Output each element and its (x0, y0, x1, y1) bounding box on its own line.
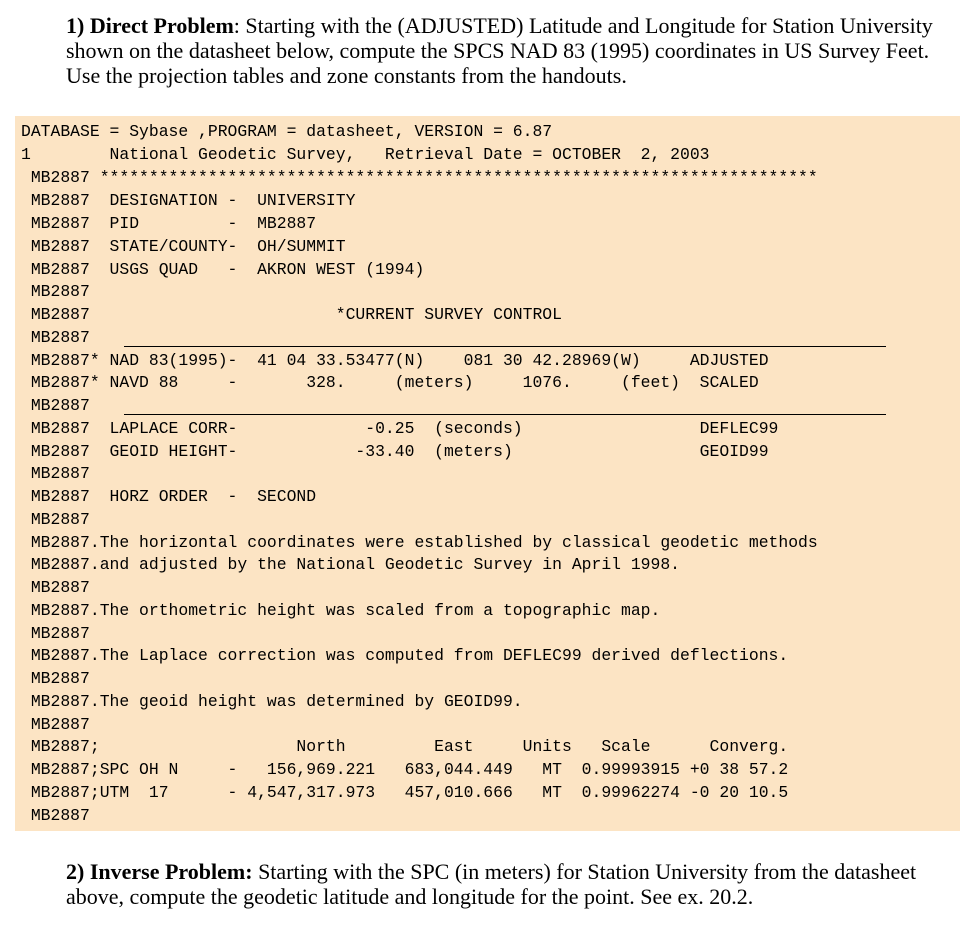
datasheet-line: MB2887;UTM 17 - 4,547,317.973 457,010.666 MT 0.99962274 -0 20 10.5 (21, 783, 789, 802)
separator-line (124, 414, 886, 415)
datasheet-line: MB2887;SPC OH N - 156,969.221 683,044.449 MT 0.99993915 +0 38 57.2 (21, 760, 789, 779)
datasheet-line: MB2887* NAD 83(1995)- 41 04 33.53477(N) 081 30 42.28969(W) ADJUSTED (21, 351, 769, 370)
datasheet-line: MB2887 STATE/COUNTY- OH/SUMMIT (21, 237, 346, 256)
datasheet-line: MB2887 PID - MB2887 (21, 214, 317, 233)
problem-2-text (66, 859, 946, 909)
datasheet-line: MB2887 DESIGNATION - UNIVERSITY (21, 191, 356, 210)
datasheet-line: MB2887 GEOID HEIGHT- -33.40 (meters) GEOID99 (21, 442, 769, 461)
datasheet-line: MB2887 (21, 396, 90, 415)
datasheet-line: MB2887.The orthometric height was scaled from a topographic map. (21, 601, 661, 620)
datasheet-line: MB2887 (21, 624, 90, 643)
datasheet-line: 1 National Geodetic Survey, Retrieval Date = OCTOBER 2, 2003 (21, 145, 710, 164)
datasheet-line: MB2887 (21, 669, 90, 688)
separator-line (124, 346, 886, 347)
datasheet-line: MB2887 ************************************************************************* (21, 168, 818, 187)
problem-2-heading: 2) Inverse Problem: (66, 859, 253, 884)
datasheet-block (15, 116, 960, 831)
datasheet-line: MB2887 (21, 464, 90, 483)
problem-1-text (66, 13, 946, 88)
problem-1-heading: 1) Direct Problem (66, 13, 234, 38)
datasheet-line: MB2887.and adjusted by the National Geodetic Survey in April 1998. (21, 555, 681, 574)
datasheet-line: MB2887 (21, 578, 90, 597)
datasheet-line: MB2887.The geoid height was determined by GEOID99. (21, 692, 523, 711)
datasheet-line: MB2887 (21, 806, 90, 825)
datasheet-line: MB2887.The horizontal coordinates were established by classical geodetic methods (21, 533, 818, 552)
datasheet-line: MB2887 HORZ ORDER - SECOND (21, 487, 317, 506)
datasheet-line: MB2887 *CURRENT SURVEY CONTROL (21, 305, 562, 324)
datasheet-line: MB2887 (21, 715, 90, 734)
problem-1-body: : Starting with the (ADJUSTED) Latitude and Longitude for Station University shown on the datasheet below, compute the SPCS NAD 83 (1995) coordinates in US Survey Feet. Use the projection tables and zone constants from the handouts. (66, 13, 933, 88)
datasheet-line: MB2887 (21, 328, 90, 347)
datasheet-line: DATABASE = Sybase ,PROGRAM = datasheet, VERSION = 6.87 (21, 122, 553, 141)
datasheet-line: MB2887* NAVD 88 - 328. (meters) 1076. (feet) SCALED (21, 373, 759, 392)
datasheet-line: MB2887 (21, 282, 90, 301)
datasheet-line: MB2887 USGS QUAD - AKRON WEST (1994) (21, 260, 425, 279)
problem-2-body: Starting with the SPC (in meters) for Station University from the datasheet above, compute the geodetic latitude and longitude for the point. See ex. 20.2. (66, 859, 917, 909)
datasheet-line: MB2887 LAPLACE CORR- -0.25 (seconds) DEFLEC99 (21, 419, 779, 438)
datasheet-line: MB2887.The Laplace correction was computed from DEFLEC99 derived deflections. (21, 646, 789, 665)
datasheet-line: MB2887; North East Units Scale Converg. (21, 737, 789, 756)
datasheet-line: MB2887 (21, 510, 90, 529)
